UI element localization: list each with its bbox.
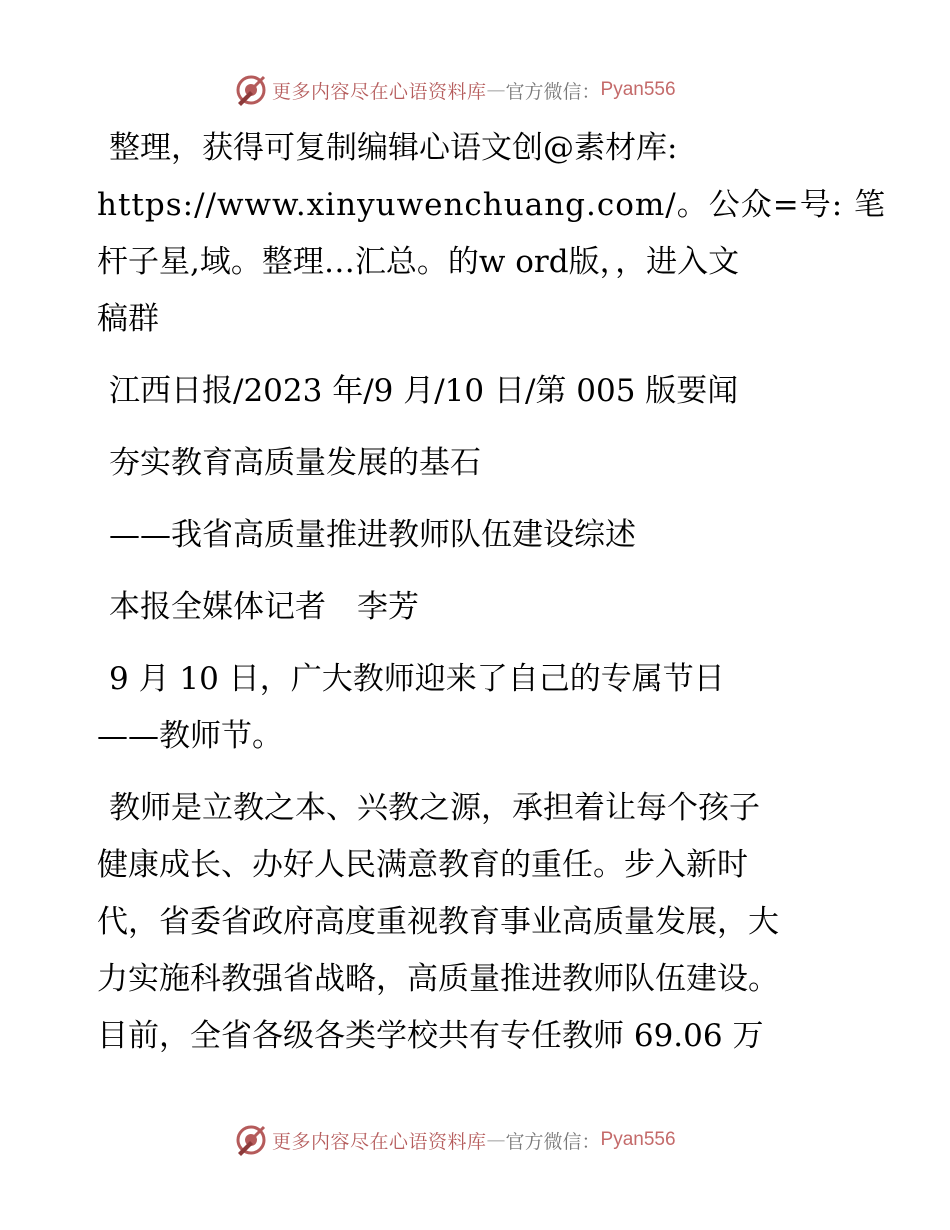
- para2-line-3: 代，省委省政府高度重视教育事业高质量发展，大: [97, 904, 779, 940]
- intro-line-1: 整理，获得可复制编辑心语文创@素材库:: [109, 130, 678, 166]
- article-source: 江西日报/2023 年/9 月/10 日/第 005 版要闻: [109, 373, 739, 409]
- intro-line-4: 稿群: [97, 301, 159, 337]
- banner-sub-text: 官方微信：: [505, 1130, 601, 1153]
- document-body: [97, 120, 887, 1065]
- para2-line-4: 力实施科教强省战略，高质量推进教师队伍建设。: [97, 961, 779, 997]
- para1-line-1: 9 月 10 日，广大教师迎来了自己的专属节日: [109, 661, 725, 697]
- banner-dash: —: [486, 79, 506, 101]
- article-title: 夯实教育高质量发展的基石: [109, 445, 481, 481]
- banner-handle: Pyan556: [600, 79, 676, 100]
- header-banner: [234, 72, 676, 108]
- article-byline: 本报全媒体记者 李芳: [109, 589, 419, 625]
- banner-handle: Pyan556: [600, 1129, 676, 1150]
- intro-line-2: https://www.xinyuwenchuang.com/。公众=号: 笔: [97, 187, 887, 223]
- banner-main-text: 更多内容尽在心语资料库: [272, 1130, 487, 1153]
- banner-sub-text: 官方微信：: [505, 80, 601, 103]
- para2-line-1: 教师是立教之本、兴教之源，承担着让每个孩子: [109, 790, 760, 826]
- pen-logo-icon: [234, 73, 268, 107]
- pen-logo-icon: [234, 1123, 268, 1157]
- footer-banner: [234, 1122, 676, 1158]
- para2-line-5: 目前，全省各级各类学校共有专任教师 69.06 万: [97, 1018, 764, 1054]
- para2-line-2: 健康成长、办好人民满意教育的重任。步入新时: [97, 847, 748, 883]
- article-subtitle: ——我省高质量推进教师队伍建设综述: [109, 517, 636, 553]
- para1-line-2: ——教师节。: [97, 718, 283, 754]
- intro-line-3: 杆子星,域。整理…汇总。的w ord版，，进入文: [97, 244, 740, 280]
- banner-main-text: 更多内容尽在心语资料库: [272, 80, 487, 103]
- banner-dash: —: [486, 1129, 506, 1151]
